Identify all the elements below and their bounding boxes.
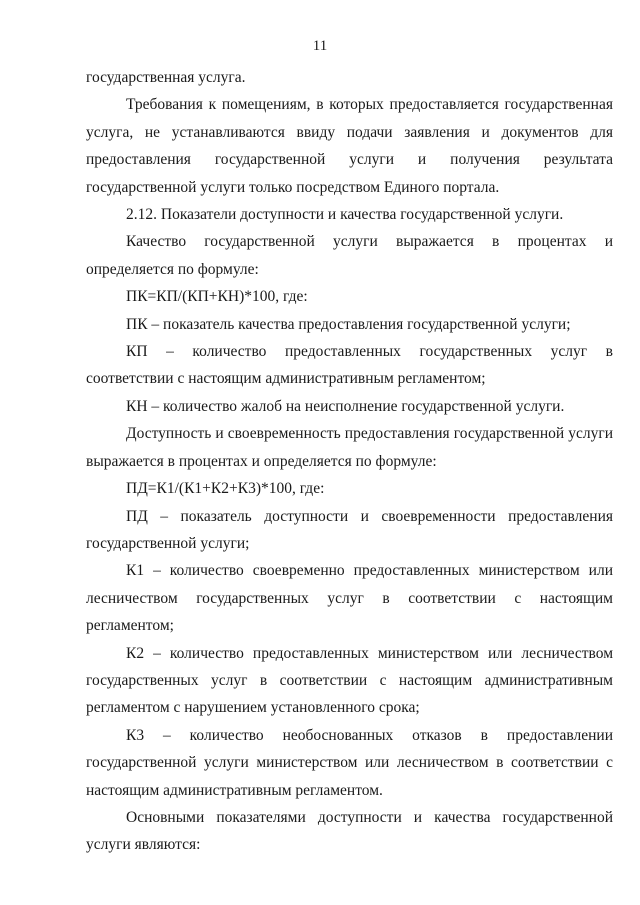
paragraph: государственная услуга. [86,69,246,86]
formula: ПД=К1/(К1+К2+К3)*100, где: [126,480,325,498]
definition: ПД – показатель доступности и своевременности предоставления государственной услуги; [86,507,613,552]
definition: КП – количество предоставленных государственных услуг в соответствии с настоящим административным регламентом; [86,343,613,388]
definition: К2 – количество предоставленных министерством или лесничеством государственных услуг в соответствии с настоящим административным регламентом с нарушением установленного срока; [86,644,613,717]
paragraph: Доступность и своевременность предоставления государственной услуги выражается в процентах и определяется по формуле: [86,425,613,470]
page-number: 11 [312,38,328,54]
paragraph: Качество государственной услуги выражается в процентах и определяется по формуле: [86,233,613,278]
definition: К1 – количество своевременно предоставленных министерством или лесничеством государственных услуг в соответствии с настоящим регламентом; [86,562,613,635]
definition: К3 – количество необоснованных отказов в предоставлении государственной услуги министерством или лесничеством в соответствии с настоящим административным регламентом. [86,726,613,799]
section-heading: 2.12. Показатели доступности и качества государственной услуги. [126,206,564,224]
paragraph: Основными показателями доступности и качества государственной услуги являются: [86,808,613,854]
formula: ПК=КП/(КП+КН)*100, где: [126,288,308,306]
definition: ПК – показатель качества предоставления государственной услуги; [126,315,571,333]
definition: КН – количество жалоб на неисполнение государственной услуги. [126,397,565,415]
body-text [86,64,613,859]
paragraph: Требования к помещениям, в которых предоставляется государственная услуга, не устанавливаются ввиду подачи заявления и документов для предоставления государственной услуги и получения результата государственной услуги только посредством Единого портала. [86,96,613,196]
